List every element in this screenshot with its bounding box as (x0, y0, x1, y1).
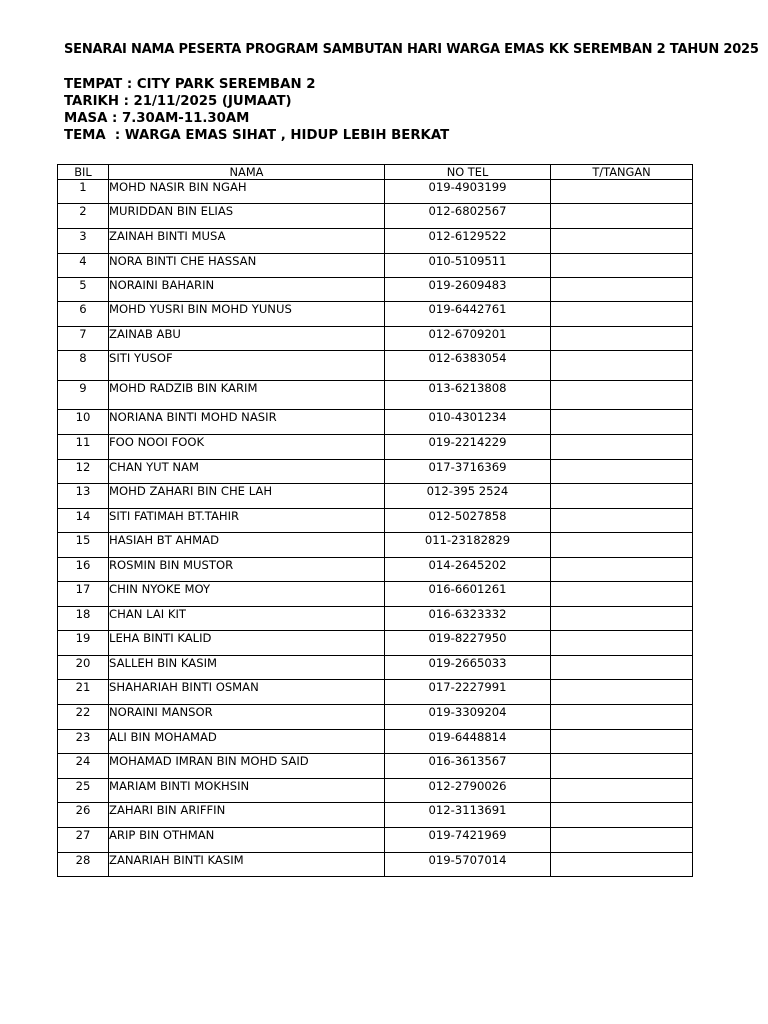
table-row (58, 460, 693, 484)
phone-number: 012-2790026 (385, 779, 551, 803)
signature-cell (551, 779, 693, 803)
participant-name: SHAHARIAH BINTI OSMAN (109, 680, 385, 705)
phone-number: 012-6383054 (385, 351, 551, 381)
phone-number: 017-3716369 (385, 460, 551, 484)
signature-cell (551, 435, 693, 460)
row-number: 2 (58, 204, 109, 229)
row-number: 13 (58, 484, 109, 509)
table-row (58, 853, 693, 877)
row-number: 27 (58, 828, 109, 853)
participant-name: MURIDDAN BIN ELIAS (109, 204, 385, 229)
participant-name: ZAINAH BINTI MUSA (109, 229, 385, 254)
info-date: TARIKH : 21/11/2025 (JUMAAT) (64, 94, 292, 109)
participant-name: ARIP BIN OTHMAN (109, 828, 385, 853)
phone-number: 019-8227950 (385, 631, 551, 656)
participant-name: MOHD RADZIB BIN KARIM (109, 381, 385, 410)
signature-cell (551, 278, 693, 302)
signature-cell (551, 327, 693, 351)
phone-number: 019-2609483 (385, 278, 551, 302)
phone-number: 016-3613567 (385, 754, 551, 779)
table-row (58, 607, 693, 631)
participant-name: NORIANA BINTI MOHD NASIR (109, 410, 385, 435)
phone-number: 019-2665033 (385, 656, 551, 680)
table-row (58, 180, 693, 204)
header-bil: BIL (58, 165, 109, 180)
signature-cell (551, 180, 693, 204)
signature-cell (551, 410, 693, 435)
info-venue: TEMPAT : CITY PARK SEREMBAN 2 (64, 77, 316, 92)
phone-number: 019-4903199 (385, 180, 551, 204)
table-row (58, 381, 693, 410)
header-signature: T/TANGAN (551, 165, 693, 180)
row-number: 1 (58, 180, 109, 204)
signature-cell (551, 302, 693, 327)
row-number: 20 (58, 656, 109, 680)
participant-name: SITI FATIMAH BT.TAHIR (109, 509, 385, 533)
signature-cell (551, 254, 693, 278)
row-number: 5 (58, 278, 109, 302)
participant-name: MARIAM BINTI MOKHSIN (109, 779, 385, 803)
participant-name: CHAN LAI KIT (109, 607, 385, 631)
participant-name: ZAINAB ABU (109, 327, 385, 351)
table-row (58, 656, 693, 680)
phone-number: 010-4301234 (385, 410, 551, 435)
participant-name: NORAINI BAHARIN (109, 278, 385, 302)
signature-cell (551, 351, 693, 381)
signature-cell (551, 656, 693, 680)
phone-number: 017-2227991 (385, 680, 551, 705)
signature-cell (551, 853, 693, 877)
table-row (58, 509, 693, 533)
phone-number: 016-6601261 (385, 582, 551, 607)
signature-cell (551, 381, 693, 410)
row-number: 12 (58, 460, 109, 484)
participant-name: CHAN YUT NAM (109, 460, 385, 484)
participant-name: ALI BIN MOHAMAD (109, 730, 385, 754)
phone-number: 019-6448814 (385, 730, 551, 754)
row-number: 7 (58, 327, 109, 351)
participant-name: SITI YUSOF (109, 351, 385, 381)
signature-cell (551, 754, 693, 779)
table-row (58, 582, 693, 607)
participant-name: MOHD ZAHARI BIN CHE LAH (109, 484, 385, 509)
participant-name: SALLEH BIN KASIM (109, 656, 385, 680)
phone-number: 010-5109511 (385, 254, 551, 278)
table-row (58, 204, 693, 229)
phone-number: 019-7421969 (385, 828, 551, 853)
signature-cell (551, 558, 693, 582)
document-title: SENARAI NAMA PESERTA PROGRAM SAMBUTAN HARI WARGA EMAS KK SEREMBAN 2 TAHUN 2025 (64, 42, 759, 57)
row-number: 25 (58, 779, 109, 803)
participant-table (57, 164, 693, 877)
participant-name: HASIAH BT AHMAD (109, 533, 385, 558)
participant-name: ROSMIN BIN MUSTOR (109, 558, 385, 582)
phone-number: 019-3309204 (385, 705, 551, 730)
table-row (58, 730, 693, 754)
table-row (58, 558, 693, 582)
table-row (58, 327, 693, 351)
row-number: 10 (58, 410, 109, 435)
signature-cell (551, 460, 693, 484)
row-number: 6 (58, 302, 109, 327)
phone-number: 019-2214229 (385, 435, 551, 460)
signature-cell (551, 828, 693, 853)
participant-name: LEHA BINTI KALID (109, 631, 385, 656)
signature-cell (551, 204, 693, 229)
phone-number: 012-6129522 (385, 229, 551, 254)
participant-name: ZANARIAH BINTI KASIM (109, 853, 385, 877)
table-row (58, 680, 693, 705)
participant-name: CHIN NYOKE MOY (109, 582, 385, 607)
signature-cell (551, 229, 693, 254)
table-body (58, 180, 693, 877)
info-time: MASA : 7.30AM-11.30AM (64, 111, 250, 126)
event-info (64, 76, 449, 144)
participant-name: MOHD YUSRI BIN MOHD YUNUS (109, 302, 385, 327)
row-number: 23 (58, 730, 109, 754)
table-row (58, 754, 693, 779)
row-number: 8 (58, 351, 109, 381)
row-number: 19 (58, 631, 109, 656)
row-number: 11 (58, 435, 109, 460)
signature-cell (551, 680, 693, 705)
row-number: 3 (58, 229, 109, 254)
signature-cell (551, 705, 693, 730)
phone-number: 013-6213808 (385, 381, 551, 410)
participant-name: FOO NOOI FOOK (109, 435, 385, 460)
participant-name: ZAHARI BIN ARIFFIN (109, 803, 385, 828)
phone-number: 012-6802567 (385, 204, 551, 229)
table-row (58, 484, 693, 509)
table-row (58, 631, 693, 656)
header-tel: NO TEL (385, 165, 551, 180)
table-row (58, 828, 693, 853)
participant-name: MOHAMAD IMRAN BIN MOHD SAID (109, 754, 385, 779)
table-row (58, 705, 693, 730)
row-number: 28 (58, 853, 109, 877)
table-row (58, 779, 693, 803)
phone-number: 011-23182829 (385, 533, 551, 558)
table-row (58, 533, 693, 558)
participant-name: NORA BINTI CHE HASSAN (109, 254, 385, 278)
row-number: 26 (58, 803, 109, 828)
header-nama: NAMA (109, 165, 385, 180)
table-header-row (58, 165, 693, 180)
row-number: 22 (58, 705, 109, 730)
row-number: 15 (58, 533, 109, 558)
table-row (58, 278, 693, 302)
phone-number: 019-6442761 (385, 302, 551, 327)
row-number: 21 (58, 680, 109, 705)
signature-cell (551, 730, 693, 754)
info-theme: TEMA : WARGA EMAS SIHAT , HIDUP LEBIH BERKAT (64, 128, 450, 143)
participant-name: NORAINI MANSOR (109, 705, 385, 730)
row-number: 4 (58, 254, 109, 278)
signature-cell (551, 533, 693, 558)
table-row (58, 351, 693, 381)
table-row (58, 302, 693, 327)
signature-cell (551, 484, 693, 509)
table-row (58, 410, 693, 435)
signature-cell (551, 803, 693, 828)
phone-number: 012-3113691 (385, 803, 551, 828)
row-number: 17 (58, 582, 109, 607)
table-row (58, 435, 693, 460)
row-number: 14 (58, 509, 109, 533)
phone-number: 019-5707014 (385, 853, 551, 877)
row-number: 16 (58, 558, 109, 582)
phone-number: 012-6709201 (385, 327, 551, 351)
signature-cell (551, 582, 693, 607)
table-row (58, 229, 693, 254)
row-number: 18 (58, 607, 109, 631)
phone-number: 012-5027858 (385, 509, 551, 533)
signature-cell (551, 509, 693, 533)
signature-cell (551, 631, 693, 656)
signature-cell (551, 607, 693, 631)
table-row (58, 803, 693, 828)
phone-number: 014-2645202 (385, 558, 551, 582)
row-number: 9 (58, 381, 109, 410)
participant-name: MOHD NASIR BIN NGAH (109, 180, 385, 204)
table-row (58, 254, 693, 278)
row-number: 24 (58, 754, 109, 779)
phone-number: 016-6323332 (385, 607, 551, 631)
phone-number: 012-395 2524 (385, 484, 551, 509)
